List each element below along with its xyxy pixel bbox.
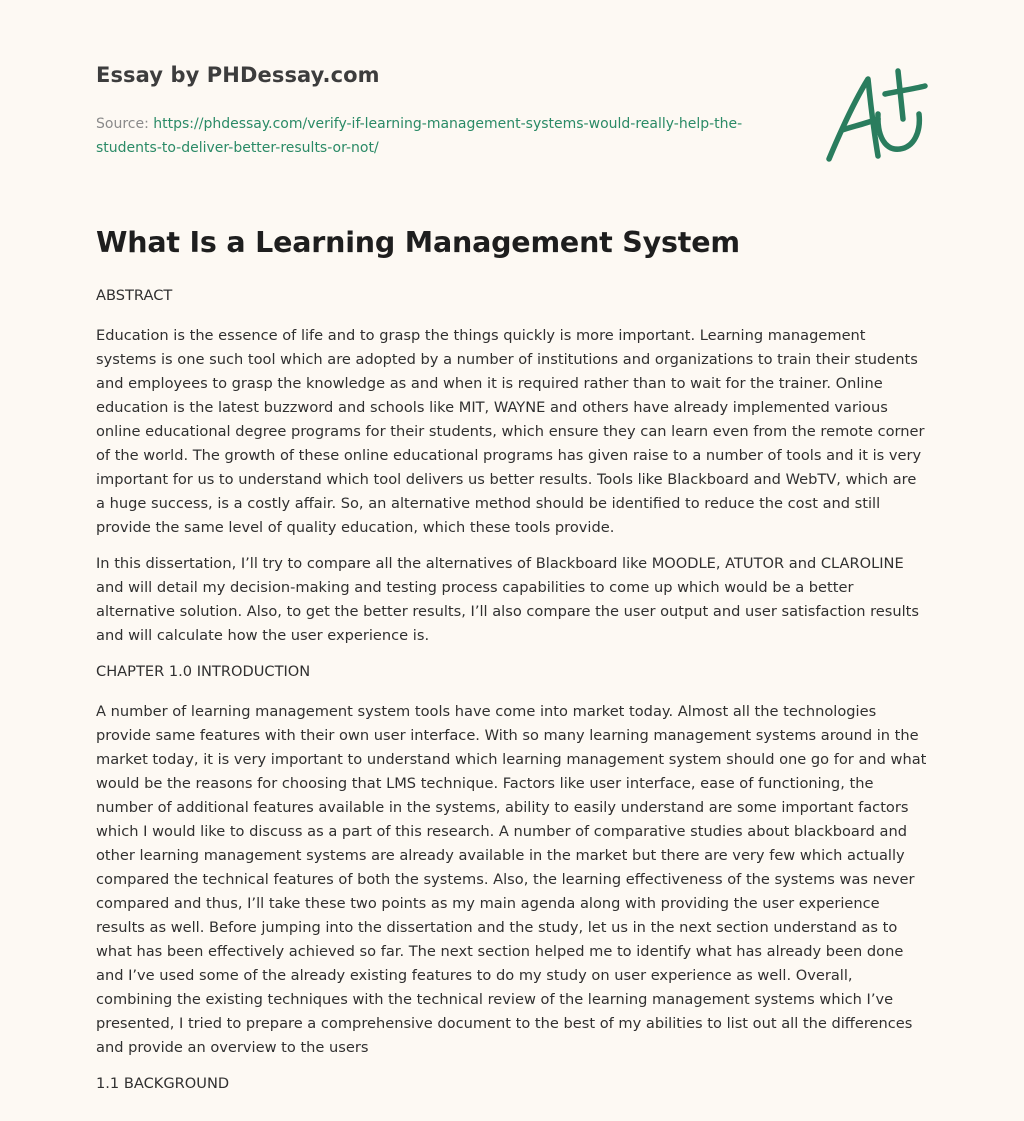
abstract-paragraph-1: Education is the essence of life and to grasp the things quickly is more important. Learning management systems is one such tool which are adopted by a number of institutions and organizations to train their students and employees to grasp the knowledge as and when it is required rather than to wait for the trainer. Online education is the latest buzzword and schools like MIT, WAYNE and others have already implemented various online educational degree programs for their students, which ensure they can learn even from the remote corner of the world. The growth of these online educational programs has given raise to a number of tools and it is very important for us to understand which tool delivers us better results. Tools like Blackboard and WebTV, which are a huge success, is a costly affair. So, an alternative method should be identified to reduce the cost and still provide the same level of quality education, which these tools provide. — [96, 327, 925, 536]
background-heading: 1.1 BACKGROUND — [96, 1075, 230, 1092]
a-plus-logo-icon — [818, 64, 930, 168]
source-link[interactable]: https://phdessay.com/verify-if-learning-management-systems-would-really-help-the-students-to-deliver-better-results-or-not/ — [96, 116, 743, 156]
essay-body — [96, 284, 928, 1112]
abstract-heading: ABSTRACT — [96, 287, 173, 304]
essay-title: What Is a Learning Management System — [96, 226, 740, 259]
chapter-heading: CHAPTER 1.0 INTRODUCTION — [96, 663, 311, 680]
source-label: Source: — [96, 116, 149, 132]
intro-paragraph-1: A number of learning management system tools have come into market today. Almost all the technologies provide same features with their own user interface. With so many learning management systems around in the market today, it is very important to understand which learning management system should one go for and what would be the reasons for choosing that LMS technique. Factors like user interface, ease of functioning, the number of additional features available in the systems, ability to easily understand are some important factors which I would like to discuss as a part of this research. A number of comparative studies about blackboard and other learning management systems are already available in the market but there are very few which actually compared the technical features of both the systems. Also, the learning effectiveness of the systems was never compared and thus, I’ll take these two points as my main agenda along with providing the user experience results as well. Before jumping into the dissertation and the study, let us in the next section understand as to what has been effectively achieved so far. The next section helped me to identify what has already been done and I’ve used some of the already existing features to do my study on user experience as well. Overall, combining the existing techniques with the technical review of the learning management systems which I’ve presented, I tried to prepare a comprehensive document to the best of my abilities to list out all the differences and provide an overview to the users — [96, 703, 927, 1056]
source-line — [96, 112, 796, 160]
abstract-paragraph-2: In this dissertation, I’ll try to compare all the alternatives of Blackboard like MOODLE, ATUTOR and CLAROLINE and will detail my decision-making and testing process capabilities to come up which would be a better alternative solution. Also, to get the better results, I’ll also compare the user output and user satisfaction results and will calculate how the user experience is. — [96, 555, 919, 644]
site-title: Essay by PHDessay.com — [96, 63, 380, 87]
